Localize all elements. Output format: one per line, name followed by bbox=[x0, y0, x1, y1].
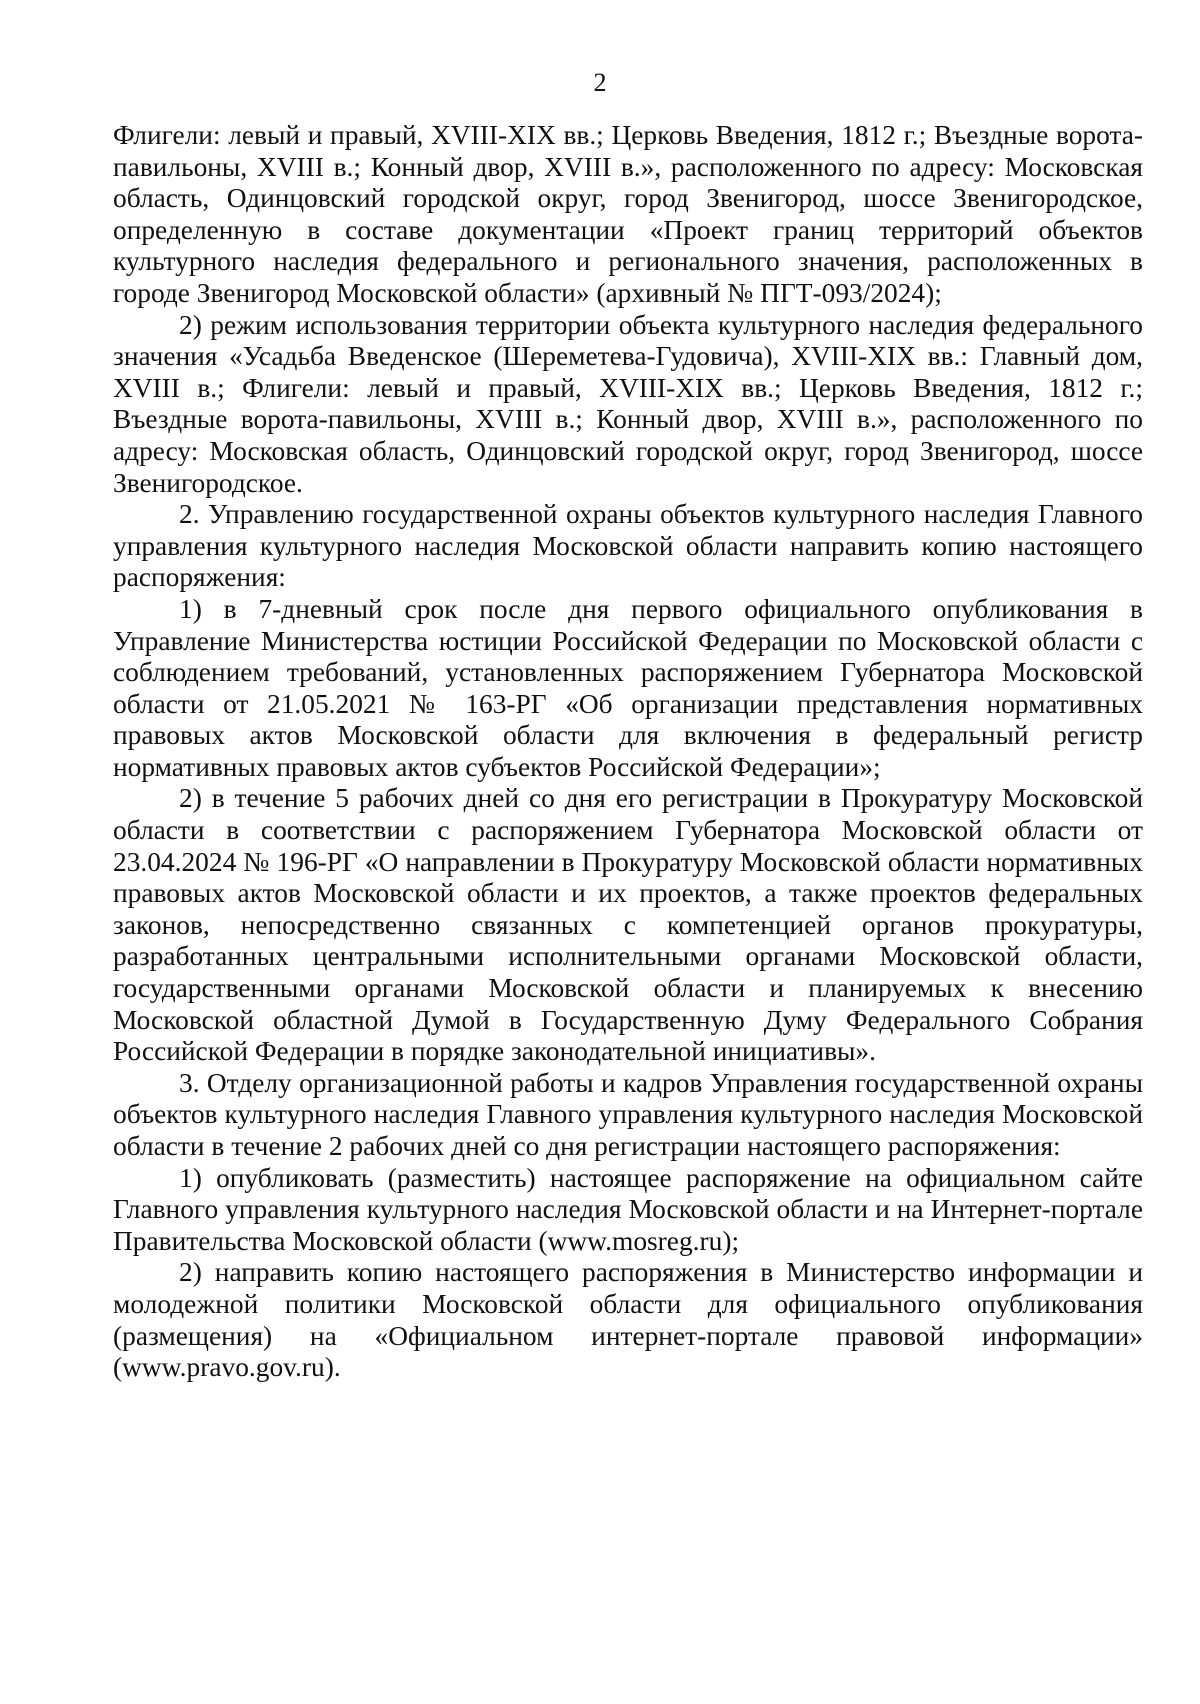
paragraph-item-3-2: 2) направить копию настоящего распоряжения в Министерство информации и молодежной политики Московской области для официального опубликования (размещения) на «Официальном интернет-портале правовой информации» (www.pravo.gov.ru). bbox=[113, 1257, 1143, 1383]
paragraph-item-2-2: 2) в течение 5 рабочих дней со дня его регистрации в Прокуратуру Московской области в соответствии с распоряжением Губернатора Московской области от 23.04.2024 № 196-РГ «О направлении в Прокуратуру Московской области нормативных правовых актов Московской области и их проектов, а также проектов федеральных законов, непосредственно связанных с компетенцией органов прокуратуры, разработанных центральными исполнительными органами Московской области, государственными органами Московской области и планируемых к внесению Московской областной Думой в Государственную Думу Федерального Собрания Российской Федерации в порядке законодательной инициативы». bbox=[113, 783, 1143, 1067]
paragraph-item-2-1: 1) в 7-дневный срок после дня первого официального опубликования в Управление Министерства юстиции Российской Федерации по Московской области с соблюдением требований, установленных распоряжением Губернатора Московской области от 21.05.2021 № 163-РГ «Об организации представления нормативных правовых актов Московской области для включения в федеральный регистр нормативных правовых актов субъектов Российской Федерации»; bbox=[113, 593, 1143, 782]
document-body bbox=[113, 120, 1143, 1384]
paragraph-section-3: 3. Отделу организационной работы и кадров Управления государственной охраны объектов культурного наследия Главного управления культурного наследия Московской области в течение 2 рабочих дней со дня регистрации настоящего распоряжения: bbox=[113, 1067, 1143, 1161]
paragraph-item-3-1: 1) опубликовать (разместить) настоящее распоряжение на официальном сайте Главного управления культурного наследия Московской области и на Интернет-портале Правительства Московской области (www.mosreg.ru); bbox=[113, 1162, 1143, 1256]
page-number: 2 bbox=[593, 68, 607, 97]
paragraph-section-2: 2. Управлению государственной охраны объектов культурного наследия Главного управления культурного наследия Московской области направить копию настоящего распоряжения: bbox=[113, 499, 1143, 593]
paragraph-item-1-2: 2) режим использования территории объекта культурного наследия федерального значения «Усадьба Введенское (Шереметева-Гудовича), XVIII-XIX вв.: Главный дом, XVIII в.; Флигели: левый и правый, XVIII-XIX вв.; Церковь Введения, 1812 г.; Въездные ворота-павильоны, XVIII в.; Конный двор, XVIII в.», расположенного по адресу: Московская область, Одинцовский городской округ, город Звенигород, шоссе Звенигородское. bbox=[113, 309, 1143, 498]
paragraph-continuation: Флигели: левый и правый, XVIII-XIX вв.; Церковь Введения, 1812 г.; Въездные ворота-павильоны, XVIII в.; Конный двор, XVIII в.», расположенного по адресу: Московская область, Одинцовский городской округ, город Звенигород, шоссе Звенигородское, определенную в составе документации «Проект границ территорий объектов культурного наследия федерального и регионального значения, расположенных в городе Звенигород Московской области» (архивный № ПГТ-093/2024); bbox=[113, 120, 1143, 308]
